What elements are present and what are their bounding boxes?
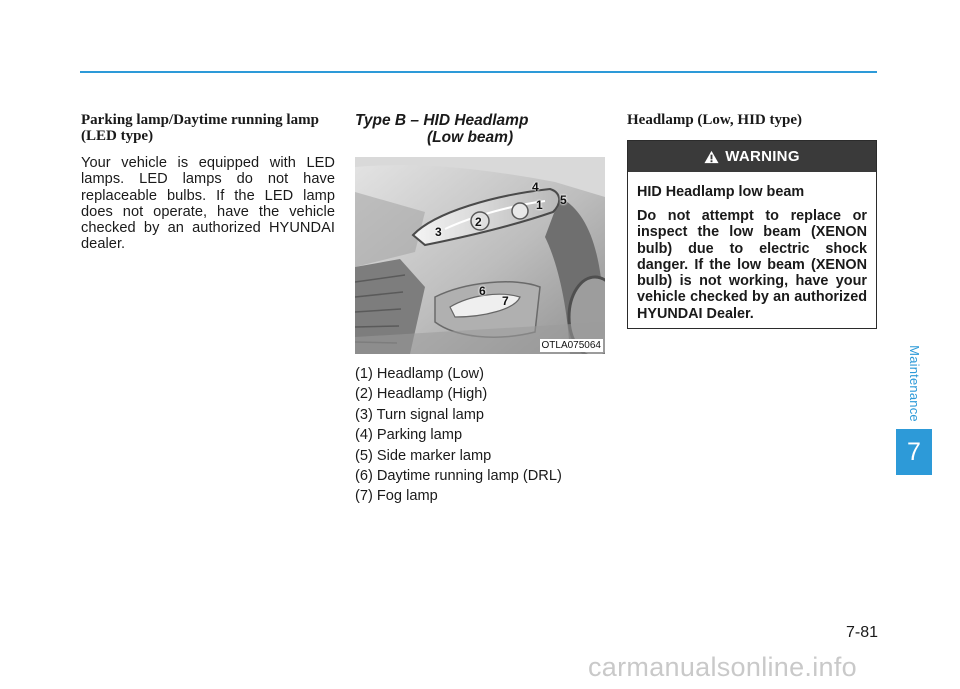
callout-6: 6 <box>479 284 486 298</box>
callout-4: 4 <box>532 180 539 194</box>
callout-5: 5 <box>560 193 567 207</box>
warning-header <box>628 141 876 172</box>
parking-lamp-text: Your vehicle is equipped with LED lamps. LED lamps do not have replaceable bulbs. If the LED lamp does not operate, have the vehicle checked by an authorized HYUNDAI dealer. <box>81 155 335 253</box>
legend-item: (6) Daytime running lamp (DRL) <box>355 468 562 485</box>
callout-2: 2 <box>475 215 482 229</box>
header-rule <box>80 71 877 73</box>
callout-3: 3 <box>435 225 442 239</box>
legend-item: (7) Fog lamp <box>355 488 438 505</box>
headlamp-illustration <box>355 157 605 354</box>
chapter-side-label <box>905 343 923 423</box>
chapter-name: Maintenance <box>906 344 922 422</box>
warning-triangle-icon <box>704 150 719 164</box>
hid-headlamp-section <box>355 112 607 505</box>
hid-heading-line2: (Low beam) <box>427 129 514 146</box>
figure-code: OTLA075064 <box>541 340 601 351</box>
warning-box <box>627 140 877 329</box>
hid-warning-section <box>627 112 877 322</box>
headlamp-legend <box>355 364 562 507</box>
hid-headlamp-heading <box>355 112 607 146</box>
warning-title: HID Headlamp low beam <box>637 184 805 200</box>
legend-item: (1) Headlamp (Low) <box>355 366 484 382</box>
legend-item: (4) Parking lamp <box>355 427 463 444</box>
callout-1: 1 <box>536 198 543 212</box>
parking-lamp-heading: Parking lamp/Daytime running lamp (LED type) <box>81 112 319 144</box>
warning-label: WARNING <box>725 148 800 165</box>
legend-item: (3) Turn signal lamp <box>355 406 484 423</box>
headlamp-figure <box>355 157 605 354</box>
warning-body: Do not attempt to replace or inspect the low beam (XENON bulb) due to electric shock danger. If the low beam (XENON bulb) is not working, have your vehicle checked by an authorized HYUNDAI Dealer. <box>637 208 867 322</box>
hid-heading-line1: Type B – HID Headlamp <box>355 112 529 129</box>
legend-item: (2) Headlamp (High) <box>355 386 488 403</box>
page-number: 7-81 <box>845 624 878 641</box>
watermark: carmanualsonline.info <box>588 652 857 682</box>
hid-warning-heading: Headlamp (Low, HID type) <box>627 112 803 128</box>
chapter-tab: 7 <box>896 429 932 475</box>
parking-lamp-section <box>81 112 335 253</box>
legend-item: (5) Side marker lamp <box>355 447 492 464</box>
callout-7: 7 <box>502 294 509 308</box>
